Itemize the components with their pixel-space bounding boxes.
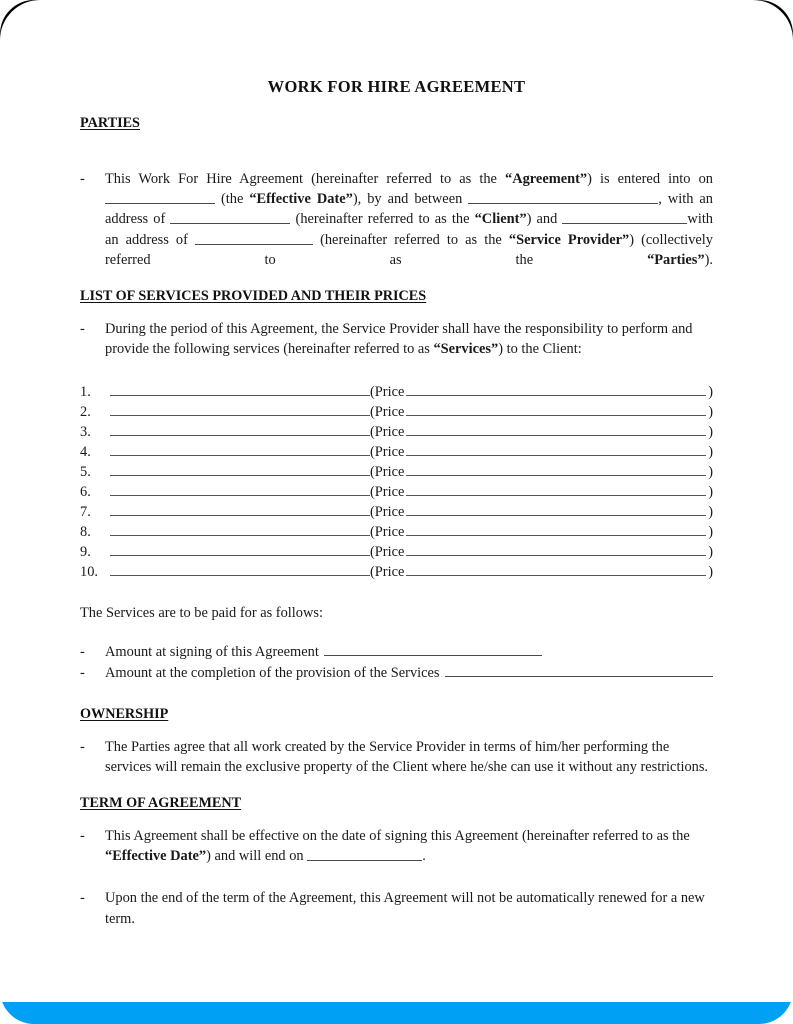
parties-text-1: This Work For Hire Agreement (hereinafter referred to as the	[105, 171, 506, 187]
list-item-number: 3.	[80, 424, 91, 441]
service-price-blank[interactable]	[406, 561, 706, 576]
price-label: (Price	[370, 504, 405, 521]
service-price-blank[interactable]	[406, 541, 706, 556]
list-item-number: 5.	[80, 464, 91, 481]
term-clause-text-2: Upon the end of the term of the Agreement, this Agreement will not be automatically renewed for a new term.	[105, 890, 705, 927]
close-paren: )	[708, 404, 713, 421]
list-item	[80, 521, 713, 541]
list-item	[80, 381, 713, 401]
client-address-blank[interactable]	[170, 210, 290, 224]
payment-intro: The Services are to be paid for as follows:	[80, 605, 323, 622]
payment-completion-amount-blank[interactable]	[445, 663, 713, 677]
parties-text-8: with an address of	[105, 211, 714, 248]
services-clause-row	[80, 319, 713, 359]
bullet-marker: -	[80, 828, 85, 845]
service-description-blank[interactable]	[110, 541, 370, 556]
parties-clause-text	[105, 169, 713, 270]
list-item-number: 10.	[80, 564, 98, 581]
services-clause-text	[105, 319, 713, 359]
page-title: WORK FOR HIRE AGREEMENT	[267, 77, 526, 96]
price-label: (Price	[370, 384, 405, 401]
term-text-2: ) and will end on	[206, 848, 308, 865]
close-paren: )	[708, 544, 713, 561]
service-description-blank[interactable]	[110, 561, 370, 576]
price-label: (Price	[370, 564, 405, 581]
payment-item	[80, 642, 713, 663]
service-description-blank[interactable]	[110, 401, 370, 416]
list-item-number: 1.	[80, 384, 91, 401]
term-end-date-blank[interactable]	[307, 847, 422, 861]
service-description-blank[interactable]	[110, 521, 370, 536]
term-agreement: “Agreement”	[505, 171, 588, 187]
parties-text-4: ), by and between	[352, 191, 469, 208]
service-price-blank[interactable]	[406, 461, 706, 476]
term-clause-text-1	[105, 826, 713, 866]
services-text-2: ) to the Client:	[498, 341, 582, 358]
close-paren: )	[708, 444, 713, 461]
term-services: “Services”	[433, 341, 499, 358]
term-client: “Client”	[474, 211, 527, 228]
client-name-blank[interactable]	[468, 190, 658, 204]
service-description-blank[interactable]	[110, 501, 370, 516]
list-item	[80, 481, 713, 501]
bullet-marker: -	[80, 738, 85, 755]
bullet-marker: -	[80, 664, 85, 681]
parties-text-9: (hereinafter referred to as the	[312, 231, 509, 248]
price-label: (Price	[370, 544, 405, 561]
service-provider-name-blank[interactable]	[562, 210, 687, 224]
service-description-blank[interactable]	[110, 481, 370, 496]
list-item	[80, 561, 713, 581]
parties-text-2: ) is entered into on	[587, 171, 713, 187]
service-price-blank[interactable]	[406, 381, 706, 396]
term-text-1: This Agreement shall be effective on the date of signing this Agreement (hereinafter referred to as the	[105, 828, 690, 845]
service-description-blank[interactable]	[110, 381, 370, 396]
close-paren: )	[708, 504, 713, 521]
close-paren: )	[708, 464, 713, 481]
section-heading-services: LIST OF SERVICES PROVIDED AND THEIR PRICES	[80, 288, 427, 305]
section-heading-parties: PARTIES	[80, 115, 140, 131]
list-item	[80, 541, 713, 561]
service-price-blank[interactable]	[406, 481, 706, 496]
list-item-number: 2.	[80, 404, 91, 421]
service-price-blank[interactable]	[406, 421, 706, 436]
price-label: (Price	[370, 424, 405, 441]
bullet-marker: -	[80, 171, 85, 187]
service-price-blank[interactable]	[406, 441, 706, 456]
price-label: (Price	[370, 464, 405, 481]
list-item	[80, 421, 713, 441]
service-price-blank[interactable]	[406, 401, 706, 416]
list-item-number: 4.	[80, 444, 91, 461]
section-heading-ownership: OWNERSHIP	[80, 705, 169, 722]
payment-item-label: Amount at the completion of the provision of the Services	[105, 664, 440, 681]
bullet-marker: -	[80, 643, 85, 660]
service-price-blank[interactable]	[406, 501, 706, 516]
list-item	[80, 441, 713, 461]
payment-signing-amount-blank[interactable]	[324, 642, 542, 656]
parties-text-5: , with an address of	[105, 191, 713, 228]
price-label: (Price	[370, 404, 405, 421]
bullet-marker: -	[80, 890, 85, 907]
services-text-1: During the period of this Agreement, the Service Provider shall have the responsibility to perform and provide the following services (hereinafter referred to as	[105, 321, 693, 358]
price-label: (Price	[370, 484, 405, 501]
payment-item	[80, 663, 713, 684]
list-item	[80, 501, 713, 521]
bottom-accent-bar	[0, 1002, 793, 1024]
parties-text-3: (the	[215, 191, 250, 208]
ownership-clause-row	[80, 737, 713, 777]
parties-text-7: ) and	[526, 211, 563, 228]
term-effective-date: “Effective Date”	[105, 848, 207, 865]
document-content	[80, 0, 713, 929]
close-paren: )	[708, 424, 713, 441]
term-service-provider: “Service Provider”	[508, 231, 630, 248]
list-item-number: 9.	[80, 544, 91, 561]
price-label: (Price	[370, 524, 405, 541]
close-paren: )	[708, 524, 713, 541]
term-clause-row-2	[80, 888, 713, 928]
list-item-number: 8.	[80, 524, 91, 541]
term-clause-row-1	[80, 826, 713, 866]
term-text-3: .	[422, 848, 426, 865]
services-price-list	[80, 381, 713, 581]
term-parties: “Parties”	[647, 251, 705, 268]
service-price-blank[interactable]	[406, 521, 706, 536]
list-item-number: 7.	[80, 504, 91, 521]
list-item	[80, 461, 713, 481]
close-paren: )	[708, 384, 713, 401]
price-label: (Price	[370, 444, 405, 461]
bullet-marker: -	[80, 321, 85, 338]
service-description-blank[interactable]	[110, 441, 370, 456]
parties-text-11: ).	[704, 251, 713, 268]
effective-date-blank[interactable]	[105, 190, 215, 204]
parties-text-10: ) (collectively referred to as the	[105, 231, 713, 268]
parties-text-6: (hereinafter referred to as the	[290, 211, 475, 228]
list-item	[80, 401, 713, 421]
close-paren: )	[708, 484, 713, 501]
list-item-number: 6.	[80, 484, 91, 501]
term-effective-date: “Effective Date”	[249, 191, 353, 208]
close-paren: )	[708, 564, 713, 581]
service-description-blank[interactable]	[110, 421, 370, 436]
service-provider-address-blank[interactable]	[195, 231, 313, 245]
parties-clause-row	[80, 169, 713, 270]
service-description-blank[interactable]	[110, 461, 370, 476]
section-heading-term: TERM OF AGREEMENT	[80, 795, 242, 812]
ownership-clause-text: The Parties agree that all work created by the Service Provider in terms of him/her performing the services will remain the exclusive property of the Client where he/she can use it without any restrictions.	[105, 738, 709, 775]
payment-item-label: Amount at signing of this Agreement	[105, 643, 319, 660]
